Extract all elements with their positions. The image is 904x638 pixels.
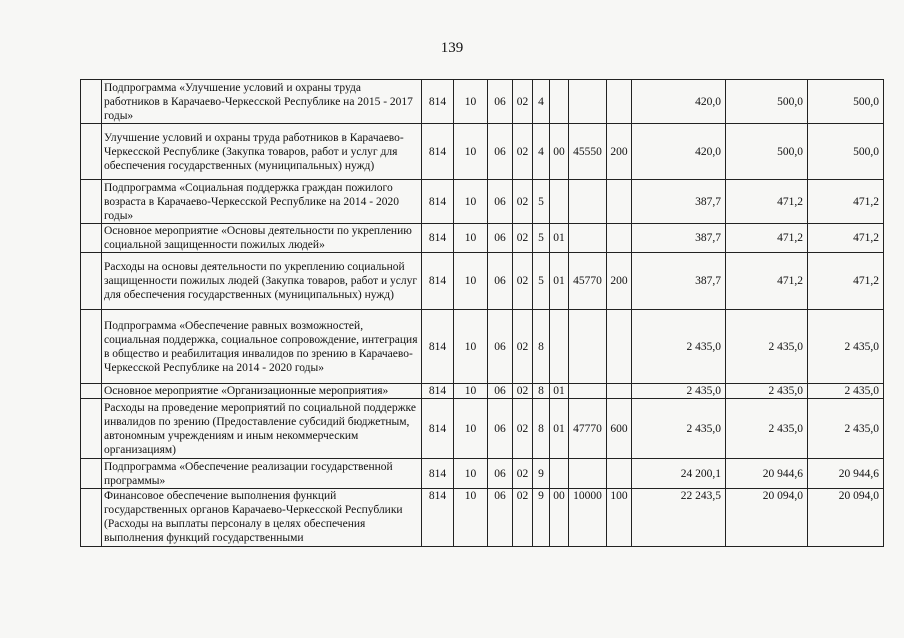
subprogram-code: 8 (533, 399, 550, 459)
ministry-code: 814 (422, 384, 454, 399)
amount-year-3: 500,0 (808, 124, 884, 180)
subsection-code: 06 (488, 310, 513, 384)
table-row (81, 399, 884, 459)
amount-year-3: 20 944,6 (808, 459, 884, 489)
subprogram-code: 5 (533, 180, 550, 224)
amount-year-2: 471,2 (726, 224, 808, 253)
row-name: Расходы на основы деятельности по укреплению социальной защищенности пожилых людей (Закупка товаров, работ и услуг для обеспечения государственных (муниципальных) нужд) (102, 253, 422, 310)
table-row (81, 384, 884, 399)
event-code (550, 310, 569, 384)
expense-type-code (607, 459, 632, 489)
program-code: 02 (513, 459, 533, 489)
direction-code (569, 224, 607, 253)
amount-year-1: 387,7 (632, 224, 726, 253)
row-name: Улучшение условий и охраны труда работников в Карачаево-Черкесской Республике (Закупка товаров, работ и услуг для обеспечения государственных (муниципальных) нужд) (102, 124, 422, 180)
section-code: 10 (454, 180, 488, 224)
subprogram-code: 8 (533, 310, 550, 384)
amount-year-3: 2 435,0 (808, 384, 884, 399)
row-name: Расходы на проведение мероприятий по социальной поддержке инвалидов по зрению (Предоставление субсидий бюджетным, автономным учреждениям и иным некоммерческим организациям) (102, 399, 422, 459)
expense-type-code: 200 (607, 124, 632, 180)
row-name: Подпрограмма «Социальная поддержка граждан пожилого возраста в Карачаево-Черкесской Республике на 2014 - 2020 годы» (102, 180, 422, 224)
expense-type-code (607, 224, 632, 253)
row-name: Подпрограмма «Обеспечение равных возможностей, социальная поддержка, социальное сопровождение, интеграция в общество и реабилитация инвалидов по зрению в Карачаево-Черкесской Республике на 2014 - 2020 годы» (102, 310, 422, 384)
subprogram-code: 5 (533, 224, 550, 253)
table-row (81, 489, 884, 547)
subsection-code: 06 (488, 124, 513, 180)
program-code: 02 (513, 399, 533, 459)
subprogram-code: 5 (533, 253, 550, 310)
program-code: 02 (513, 224, 533, 253)
table-row (81, 310, 884, 384)
program-code: 02 (513, 489, 533, 547)
program-code: 02 (513, 253, 533, 310)
amount-year-2: 500,0 (726, 124, 808, 180)
subsection-code: 06 (488, 180, 513, 224)
subprogram-code: 9 (533, 459, 550, 489)
amount-year-2: 500,0 (726, 80, 808, 124)
row-name: Подпрограмма «Обеспечение реализации государственной программы» (102, 459, 422, 489)
subsection-code: 06 (488, 459, 513, 489)
direction-code: 10000 (569, 489, 607, 547)
ministry-code: 814 (422, 180, 454, 224)
ministry-code: 814 (422, 124, 454, 180)
amount-year-3: 471,2 (808, 224, 884, 253)
subsection-code: 06 (488, 489, 513, 547)
expense-type-code: 600 (607, 399, 632, 459)
direction-code: 47770 (569, 399, 607, 459)
amount-year-3: 2 435,0 (808, 310, 884, 384)
subsection-code: 06 (488, 399, 513, 459)
direction-code (569, 180, 607, 224)
section-code: 10 (454, 489, 488, 547)
row-name: Основное мероприятие «Организационные мероприятия» (102, 384, 422, 399)
expense-type-code (607, 180, 632, 224)
subprogram-code: 4 (533, 80, 550, 124)
table-row (81, 180, 884, 224)
table-row (81, 124, 884, 180)
subprogram-code: 8 (533, 384, 550, 399)
section-code: 10 (454, 253, 488, 310)
amount-year-1: 24 200,1 (632, 459, 726, 489)
amount-year-3: 471,2 (808, 180, 884, 224)
program-code: 02 (513, 80, 533, 124)
event-code: 01 (550, 384, 569, 399)
direction-code (569, 459, 607, 489)
event-code: 00 (550, 124, 569, 180)
amount-year-2: 20 944,6 (726, 459, 808, 489)
amount-year-1: 420,0 (632, 80, 726, 124)
table-row (81, 224, 884, 253)
direction-code (569, 80, 607, 124)
budget-table (80, 79, 884, 547)
row-name: Финансовое обеспечение выполнения функций государственных органов Карачаево-Черкесской Республики (Расходы на выплаты персоналу в целях обеспечения выполнения функций государственными (102, 489, 422, 547)
section-code: 10 (454, 224, 488, 253)
budget-table-body (81, 80, 884, 547)
row-blank-cell (81, 180, 102, 224)
section-code: 10 (454, 459, 488, 489)
ministry-code: 814 (422, 224, 454, 253)
event-code (550, 80, 569, 124)
direction-code (569, 310, 607, 384)
section-code: 10 (454, 124, 488, 180)
event-code (550, 459, 569, 489)
program-code: 02 (513, 384, 533, 399)
table-row (81, 459, 884, 489)
section-code: 10 (454, 384, 488, 399)
subprogram-code: 9 (533, 489, 550, 547)
table-row (81, 80, 884, 124)
amount-year-2: 2 435,0 (726, 399, 808, 459)
amount-year-2: 2 435,0 (726, 384, 808, 399)
row-blank-cell (81, 80, 102, 124)
expense-type-code (607, 80, 632, 124)
row-blank-cell (81, 459, 102, 489)
amount-year-1: 2 435,0 (632, 384, 726, 399)
amount-year-1: 22 243,5 (632, 489, 726, 547)
amount-year-3: 20 094,0 (808, 489, 884, 547)
ministry-code: 814 (422, 253, 454, 310)
direction-code: 45550 (569, 124, 607, 180)
subprogram-code: 4 (533, 124, 550, 180)
row-blank-cell (81, 489, 102, 547)
row-blank-cell (81, 310, 102, 384)
subsection-code: 06 (488, 224, 513, 253)
ministry-code: 814 (422, 489, 454, 547)
subsection-code: 06 (488, 384, 513, 399)
amount-year-1: 420,0 (632, 124, 726, 180)
direction-code (569, 384, 607, 399)
row-blank-cell (81, 399, 102, 459)
expense-type-code (607, 310, 632, 384)
subsection-code: 06 (488, 253, 513, 310)
row-blank-cell (81, 124, 102, 180)
row-name: Основное мероприятие «Основы деятельности по укреплению социальной защищенности пожилых людей» (102, 224, 422, 253)
ministry-code: 814 (422, 80, 454, 124)
row-blank-cell (81, 253, 102, 310)
amount-year-2: 20 094,0 (726, 489, 808, 547)
row-blank-cell (81, 384, 102, 399)
amount-year-1: 2 435,0 (632, 399, 726, 459)
amount-year-1: 387,7 (632, 180, 726, 224)
expense-type-code: 200 (607, 253, 632, 310)
section-code: 10 (454, 80, 488, 124)
ministry-code: 814 (422, 399, 454, 459)
amount-year-1: 2 435,0 (632, 310, 726, 384)
table-row (81, 253, 884, 310)
expense-type-code: 100 (607, 489, 632, 547)
direction-code: 45770 (569, 253, 607, 310)
amount-year-2: 471,2 (726, 180, 808, 224)
ministry-code: 814 (422, 310, 454, 384)
amount-year-2: 471,2 (726, 253, 808, 310)
event-code: 01 (550, 253, 569, 310)
event-code: 01 (550, 224, 569, 253)
amount-year-3: 471,2 (808, 253, 884, 310)
subsection-code: 06 (488, 80, 513, 124)
event-code: 00 (550, 489, 569, 547)
row-name: Подпрограмма «Улучшение условий и охраны труда работников в Карачаево-Черкесской Республике на 2015 - 2017 годы» (102, 80, 422, 124)
amount-year-3: 500,0 (808, 80, 884, 124)
program-code: 02 (513, 180, 533, 224)
expense-type-code (607, 384, 632, 399)
row-blank-cell (81, 224, 102, 253)
event-code (550, 180, 569, 224)
amount-year-1: 387,7 (632, 253, 726, 310)
program-code: 02 (513, 310, 533, 384)
ministry-code: 814 (422, 459, 454, 489)
section-code: 10 (454, 310, 488, 384)
amount-year-3: 2 435,0 (808, 399, 884, 459)
program-code: 02 (513, 124, 533, 180)
amount-year-2: 2 435,0 (726, 310, 808, 384)
section-code: 10 (454, 399, 488, 459)
event-code: 01 (550, 399, 569, 459)
page-number: 139 (440, 40, 464, 56)
